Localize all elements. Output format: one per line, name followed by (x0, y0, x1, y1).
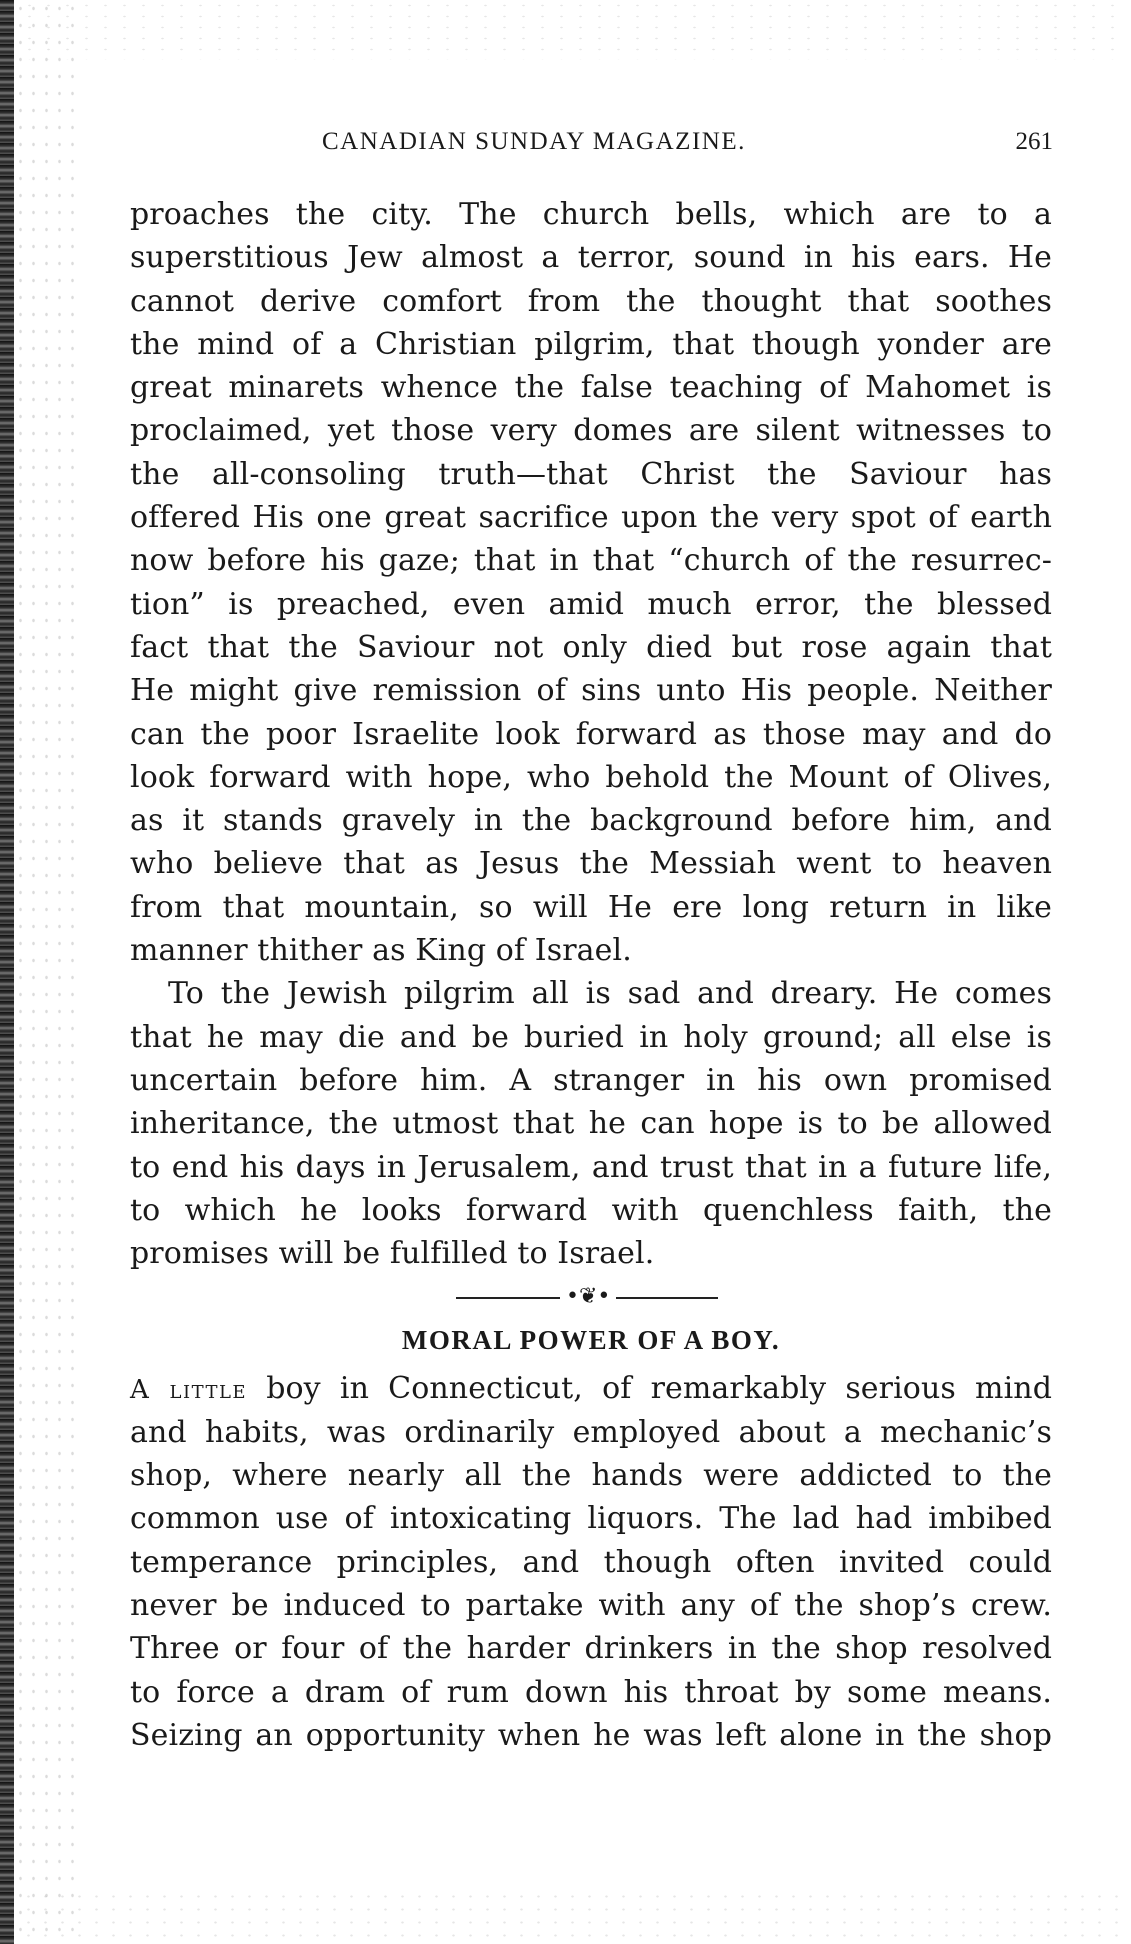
text-line: can the poor Israelite look forward as those may and do (130, 716, 1052, 752)
text-line: tion” is preached, even amid much error, the blessed (130, 586, 1052, 622)
text-column (130, 193, 1052, 1757)
text-line: inheritance, the utmost that he can hope is to be allowed (130, 1106, 1052, 1142)
text-line: the all-consoling truth—that Christ the Saviour has (130, 456, 1052, 492)
text-line: common use of intoxicating liquors. The lad had imbibed (130, 1501, 1052, 1537)
text-line: great minarets whence the false teaching of Mahomet is (130, 370, 1052, 406)
paragraph-2 (130, 972, 1052, 1275)
text-line: To the Jewish pilgrim all is sad and dreary. He comes (168, 976, 1052, 1012)
scan-edge-shadow (0, 0, 14, 1944)
text-line: proaches the city. The church bells, which are to a (130, 197, 1052, 232)
divider-ornament: •❦• (560, 1283, 616, 1311)
first-line-rest: boy in Connecticut, of remarkably serious mind (247, 1371, 1052, 1407)
paragraph-1 (130, 193, 1052, 972)
text-line: to end his days in Jerusalem, and trust that in a future life, (130, 1149, 1052, 1185)
text-line: the mind of a Christian pilgrim, that though yonder are (130, 326, 1052, 362)
text-line: as it stands gravely in the background before him, and (130, 803, 1052, 839)
text-line: cannot derive comfort from the thought that soothes (130, 283, 1052, 319)
section-divider (130, 1275, 1052, 1315)
scan-noise-left (14, 0, 74, 1944)
text-line: to force a dram of rum down his throat by some means. (130, 1674, 1052, 1710)
text-line: superstitious Jew almost a terror, sound in his ears. He (130, 240, 1052, 276)
paragraph-3 (130, 1411, 1052, 1757)
page-number: 261 (1015, 128, 1053, 155)
text-line: and habits, was ordinarily employed about a mechanic’s (130, 1414, 1052, 1450)
text-line: who believe that as Jesus the Messiah went to heaven (130, 846, 1052, 882)
text-line: Three or four of the harder drinkers in the shop resolved (130, 1631, 1052, 1667)
text-line: Seizing an opportunity when he was left alone in the shop (130, 1717, 1052, 1753)
text-line: shop, where nearly all the hands were addicted to the (130, 1458, 1052, 1494)
text-line: offered His one great sacrifice upon the very spot of earth (130, 500, 1052, 536)
article2-first-line (130, 1367, 1052, 1410)
text-line: promises will be fulfilled to Israel. (130, 1236, 655, 1272)
page-header (0, 128, 1131, 168)
text-line: never be induced to partake with any of the shop’s crew. (130, 1587, 1052, 1623)
running-title: CANADIAN SUNDAY MAGAZINE. (322, 128, 746, 155)
text-line: He might give remission of sins unto His people. Neither (130, 673, 1052, 709)
text-line: uncertain before him. A stranger in his own promised (130, 1062, 1052, 1098)
text-line: manner thither as King of Israel. (130, 933, 632, 969)
text-line: temperance principles, and though often invited could (130, 1544, 1052, 1580)
scan-noise-top (20, 0, 1120, 60)
scan-noise-bottom (20, 1890, 1120, 1944)
section-title: MORAL POWER OF A BOY. (401, 1325, 781, 1356)
small-caps-lead: A little (130, 1375, 248, 1406)
text-line: fact that the Saviour not only died but rose again that (130, 629, 1052, 665)
text-line: from that mountain, so will He ere long return in like (130, 889, 1052, 925)
text-line: that he may die and be buried in holy ground; all else is (130, 1019, 1052, 1055)
text-line: to which he looks forward with quenchless faith, the (130, 1192, 1052, 1228)
text-line: look forward with hope, who behold the Mount of Olives, (130, 759, 1052, 795)
text-line: proclaimed, yet those very domes are silent witnesses to (130, 413, 1052, 449)
text-line: now before his gaze; that in that “church of the resurrec- (130, 543, 1052, 579)
